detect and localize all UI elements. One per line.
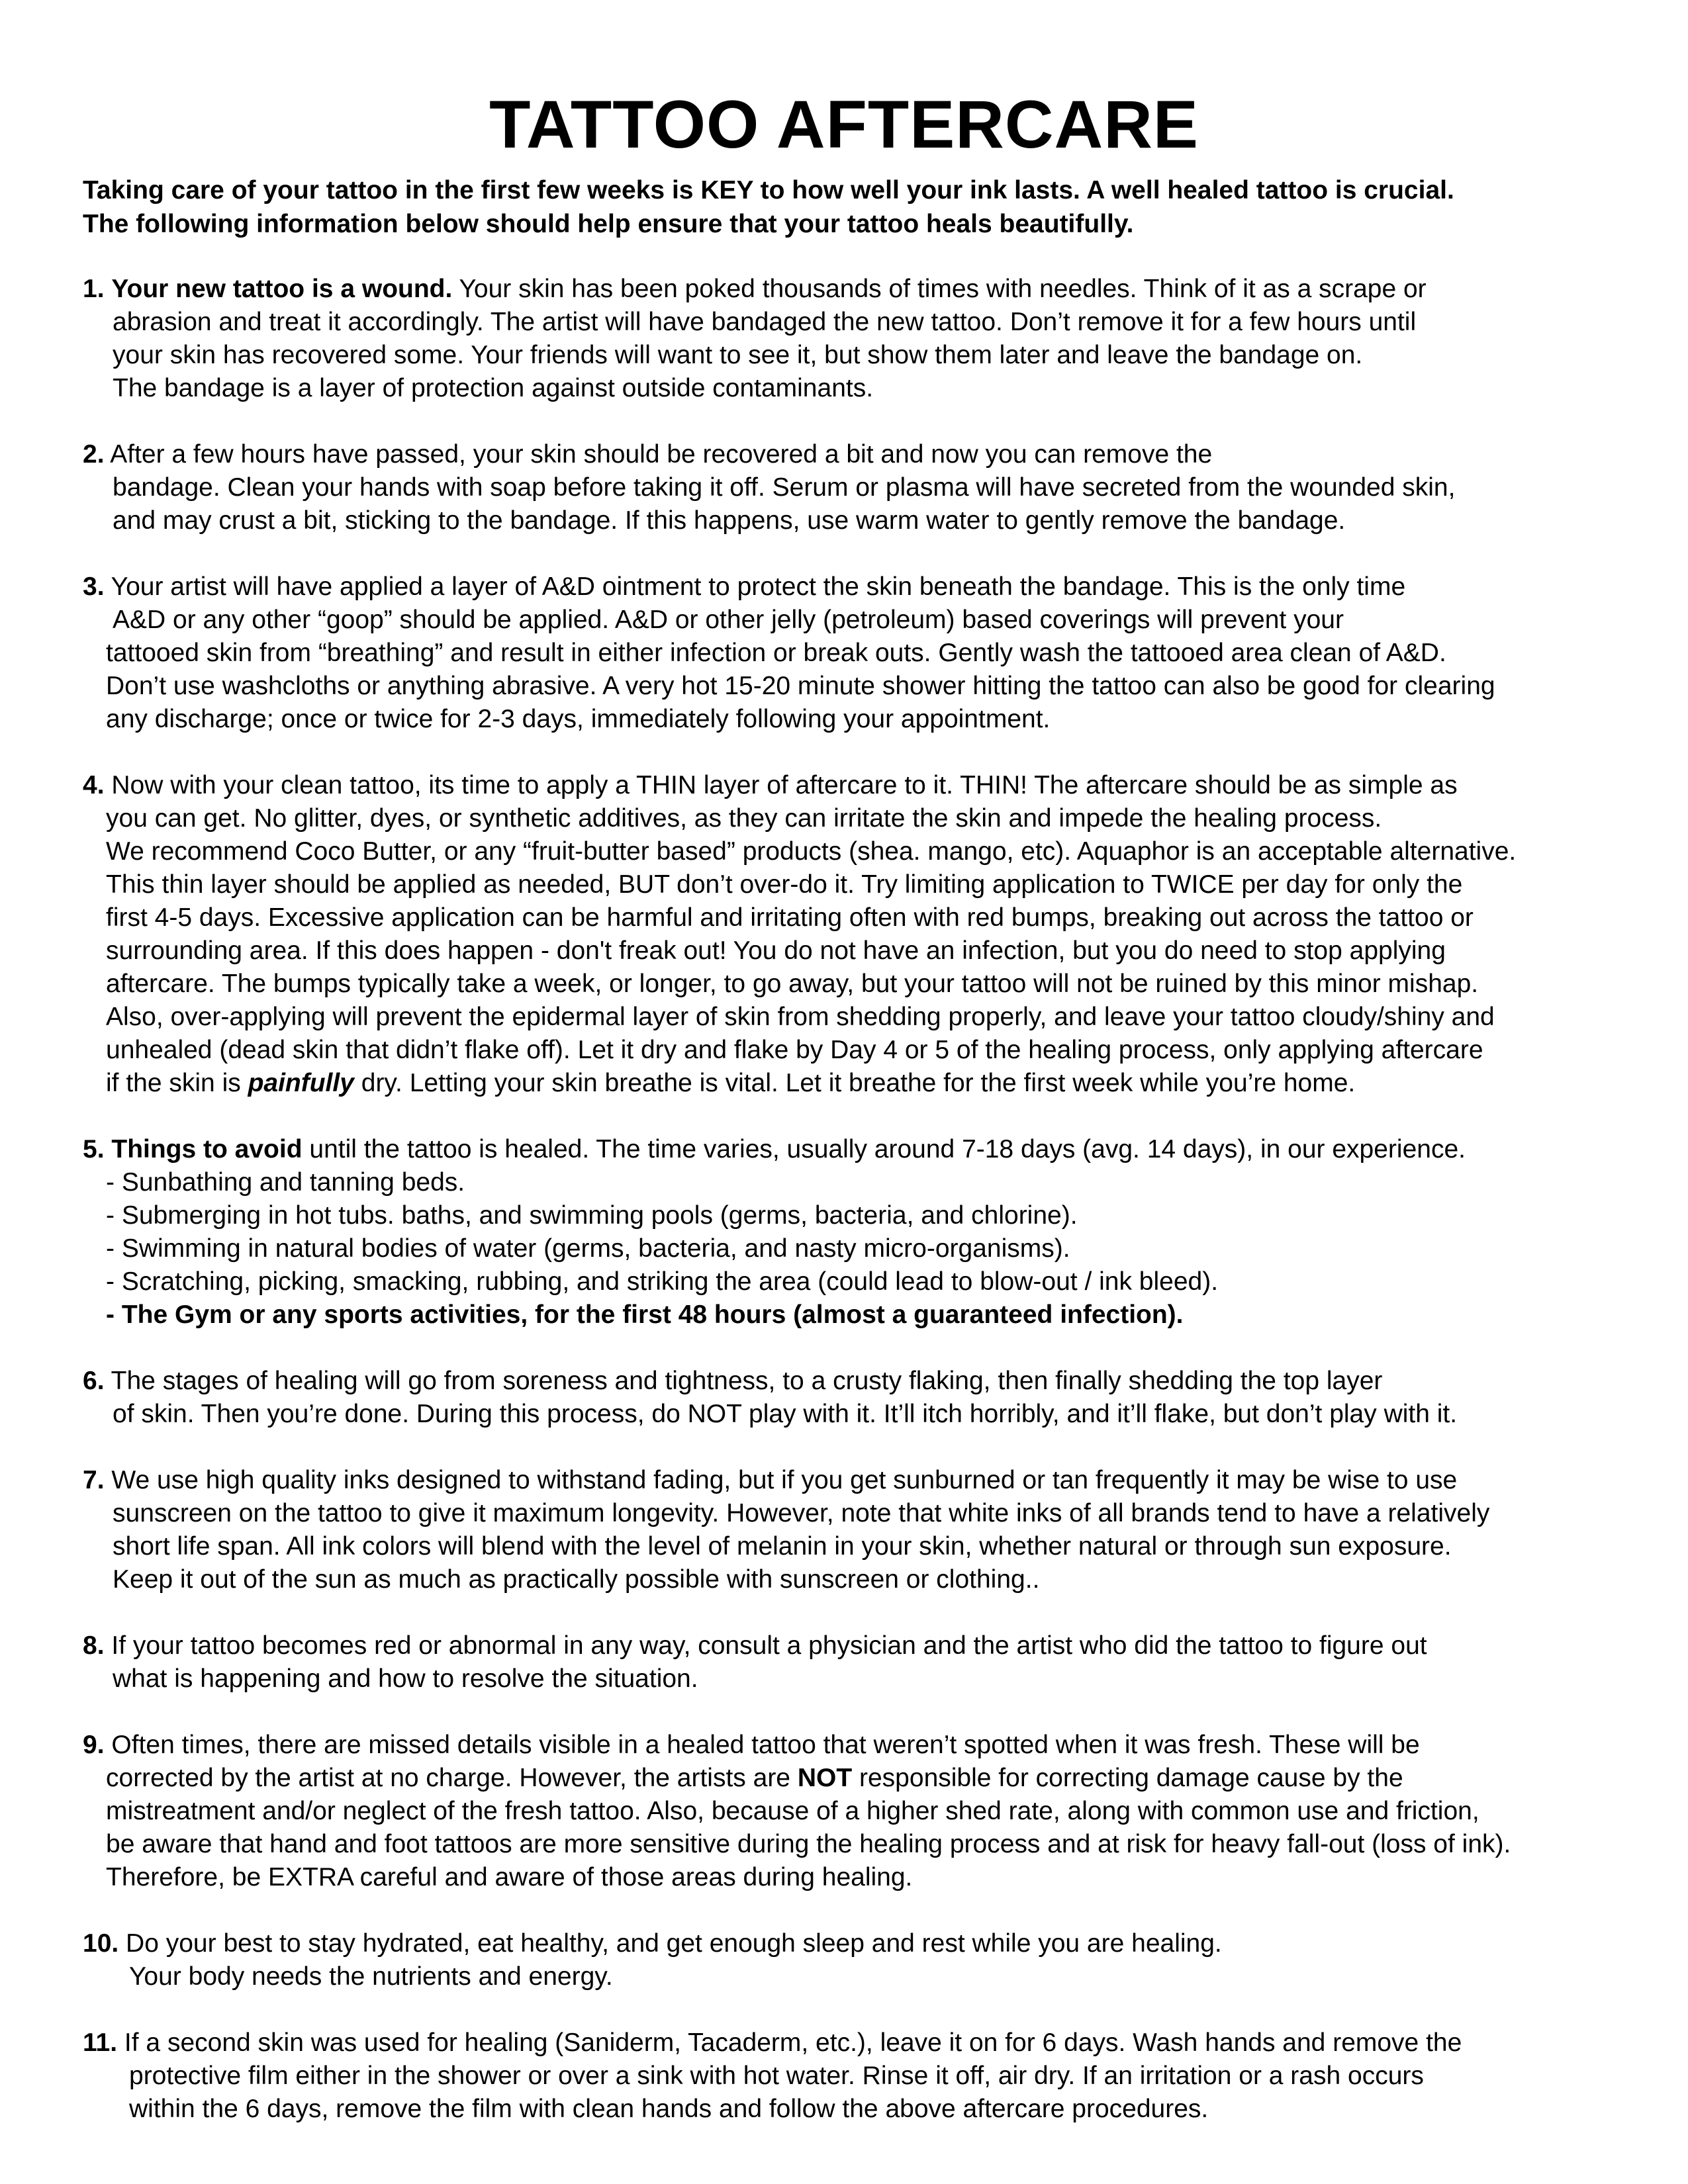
item-number: 11. [83, 2028, 118, 2057]
item-text: what is happening and how to resolve the situation. [113, 1664, 698, 1693]
item-text: Don’t use washcloths or anything abrasive. A very hot 15-20 minute shower hitting the tattoo can also be good for clearing [106, 672, 1495, 700]
list-item-3 [83, 570, 1625, 736]
intro-paragraph [83, 173, 1625, 241]
item-text: abrasion and treat it accordingly. The artist will have bandaged the new tattoo. Don’t remove it for a few hours until [113, 308, 1417, 336]
emphasis-text: painfully [248, 1069, 354, 1097]
item-text: of skin. Then you’re done. During this process, do NOT play with it. It’ll itch horribly, and it’ll flake, but don’t play with it. [113, 1400, 1458, 1428]
item-text: bandage. Clean your hands with soap before taking it off. Serum or plasma will have secreted from the wounded skin, [113, 473, 1456, 502]
item-text: The bandage is a layer of protection against outside contaminants. [113, 374, 874, 402]
item-text: dry. Letting your skin breathe is vital. Let it breathe for the first week while you’re home. [353, 1069, 1356, 1097]
item-number: 10. [83, 1929, 119, 1958]
item-text: if the skin is [106, 1069, 248, 1097]
avoid-item: - Scratching, picking, smacking, rubbing, and striking the area (could lead to blow-out / ink bleed). [106, 1267, 1219, 1296]
item-text: Therefore, be EXTRA careful and aware of those areas during healing. [106, 1863, 913, 1891]
item-text: If a second skin was used for healing (Saniderm, Tacaderm, etc.), leave it on for 6 days. Wash hands and remove the [117, 2028, 1462, 2057]
list-item-5 [83, 1133, 1625, 1332]
intro-line: The following information below should help ensure that your tattoo heals beautifully. [83, 210, 1134, 238]
item-text: and may crust a bit, sticking to the bandage. If this happens, use warm water to gently remove the bandage. [113, 506, 1346, 535]
list-item-7 [83, 1464, 1625, 1596]
avoid-item: - Sunbathing and tanning beds. [106, 1168, 465, 1197]
item-number: 9. [83, 1731, 105, 1759]
item-text: protective film either in the shower or over a sink with hot water. Rinse it off, air dry. If an irritation or a rash occurs [129, 2062, 1424, 2090]
item-number: 2. [83, 440, 105, 469]
item-text: After a few hours have passed, your skin should be recovered a bit and now you can remove the [104, 440, 1213, 469]
item-number: 8. [83, 1631, 105, 1660]
list-item-11 [83, 2026, 1625, 2126]
item-text: tattooed skin from “breathing” and result in either infection or break outs. Gently wash the tattooed area clean of A&D. [106, 639, 1446, 667]
item-number: 7. [83, 1466, 105, 1494]
item-text: responsible for correcting damage cause by the [852, 1764, 1403, 1792]
list-item-10 [83, 1927, 1625, 1993]
item-text: Keep it out of the sun as much as practically possible with sunscreen or clothing.. [113, 1565, 1040, 1594]
item-number: 1. [83, 275, 105, 303]
item-text: Your body needs the nutrients and energy. [129, 1962, 613, 1991]
item-text: any discharge; once or twice for 2-3 days, immediately following your appointment. [106, 705, 1051, 733]
item-text: sunscreen on the tattoo to give it maximum longevity. However, note that white inks of all brands tend to have a relatively [113, 1499, 1490, 1527]
list-item-8 [83, 1629, 1625, 1696]
emphasis-text: NOT [797, 1764, 853, 1792]
item-text: until the tattoo is healed. The time varies, usually around 7-18 days (avg. 14 days), in our experience. [302, 1135, 1466, 1163]
item-text: If your tattoo becomes red or abnormal in any way, consult a physician and the artist who did the tattoo to figure out [104, 1631, 1427, 1660]
list-item-4 [83, 769, 1625, 1100]
item-text: mistreatment and/or neglect of the fresh tattoo. Also, because of a higher shed rate, along with common use and friction, [106, 1797, 1479, 1825]
item-text: Do your best to stay hydrated, eat healthy, and get enough sleep and rest while you are healing. [118, 1929, 1222, 1958]
item-number: 4. [83, 771, 105, 799]
item-lead: Things to avoid [111, 1135, 303, 1163]
item-text: be aware that hand and foot tattoos are more sensitive during the healing process and at risk for heavy fall-out (loss of ink). [106, 1830, 1511, 1858]
item-text: Also, over-applying will prevent the epidermal layer of skin from shedding properly, and leave your tattoo cloudy/shiny and [106, 1003, 1495, 1031]
avoid-item: - Swimming in natural bodies of water (germs, bacteria, and nasty micro-organisms). [106, 1234, 1070, 1263]
item-text: A&D or any other “goop” should be applied. A&D or other jelly (petroleum) based coverings will prevent your [113, 606, 1344, 634]
item-text: unhealed (dead skin that didn’t flake off). Let it dry and flake by Day 4 or 5 of the healing process, only applying aftercare [106, 1036, 1483, 1064]
page-title: TATTOO AFTERCARE [489, 87, 1199, 162]
avoid-item-bold: - The Gym or any sports activities, for the first 48 hours (almost a guaranteed infection). [106, 1300, 1184, 1329]
item-text: short life span. All ink colors will blend with the level of melanin in your skin, whether natural or through sun exposure. [113, 1532, 1452, 1561]
list-item-2 [83, 438, 1625, 537]
item-text: corrected by the artist at no charge. However, the artists are [106, 1764, 798, 1792]
list-item-9 [83, 1729, 1625, 1894]
item-text: you can get. No glitter, dyes, or synthetic additives, as they can irritate the skin and impede the healing process. [106, 804, 1382, 833]
item-text: This thin layer should be applied as needed, BUT don’t over-do it. Try limiting application to TWICE per day for only the [106, 870, 1463, 899]
item-text: within the 6 days, remove the film with clean hands and follow the above aftercare procedures. [129, 2095, 1209, 2123]
item-text: Now with your clean tattoo, its time to apply a THIN layer of aftercare to it. THIN! The aftercare should be as simple as [104, 771, 1458, 799]
list-item-6 [83, 1365, 1625, 1431]
intro-line: Taking care of your tattoo in the first few weeks is KEY to how well your ink lasts. A well healed tattoo is crucial. [83, 176, 1454, 205]
item-text: first 4-5 days. Excessive application can be harmful and irritating often with red bumps, breaking out across the tattoo or [106, 903, 1474, 932]
item-text: Your skin has been poked thousands of times with needles. Think of it as a scrape or [452, 275, 1427, 303]
item-text: Often times, there are missed details visible in a healed tattoo that weren’t spotted when it was fresh. These will be [104, 1731, 1420, 1759]
aftercare-list [83, 273, 1625, 2159]
item-number: 6. [83, 1367, 105, 1395]
item-text: We use high quality inks designed to withstand fading, but if you get sunburned or tan frequently it may be wise to use [104, 1466, 1458, 1494]
avoid-item: - Submerging in hot tubs. baths, and swimming pools (germs, bacteria, and chlorine). [106, 1201, 1078, 1230]
item-text: The stages of healing will go from soreness and tightness, to a crusty flaking, then finally shedding the top layer [104, 1367, 1383, 1395]
item-number: 3. [83, 572, 105, 601]
item-text: aftercare. The bumps typically take a week, or longer, to go away, but your tattoo will not be ruined by this minor mishap. [106, 970, 1479, 998]
item-text: We recommend Coco Butter, or any “fruit-butter based” products (shea. mango, etc). Aquaphor is an acceptable alternative. [106, 837, 1517, 866]
item-number: 5. [83, 1135, 105, 1163]
list-item-1 [83, 273, 1625, 405]
item-lead: Your new tattoo is a wound. [111, 275, 453, 303]
item-text: your skin has recovered some. Your friends will want to see it, but show them later and leave the bandage on. [113, 341, 1363, 369]
item-text: surrounding area. If this does happen - don't freak out! You do not have an infection, but you do need to stop applying [106, 936, 1446, 965]
item-text: Your artist will have applied a layer of A&D ointment to protect the skin beneath the bandage. This is the only time [104, 572, 1406, 601]
